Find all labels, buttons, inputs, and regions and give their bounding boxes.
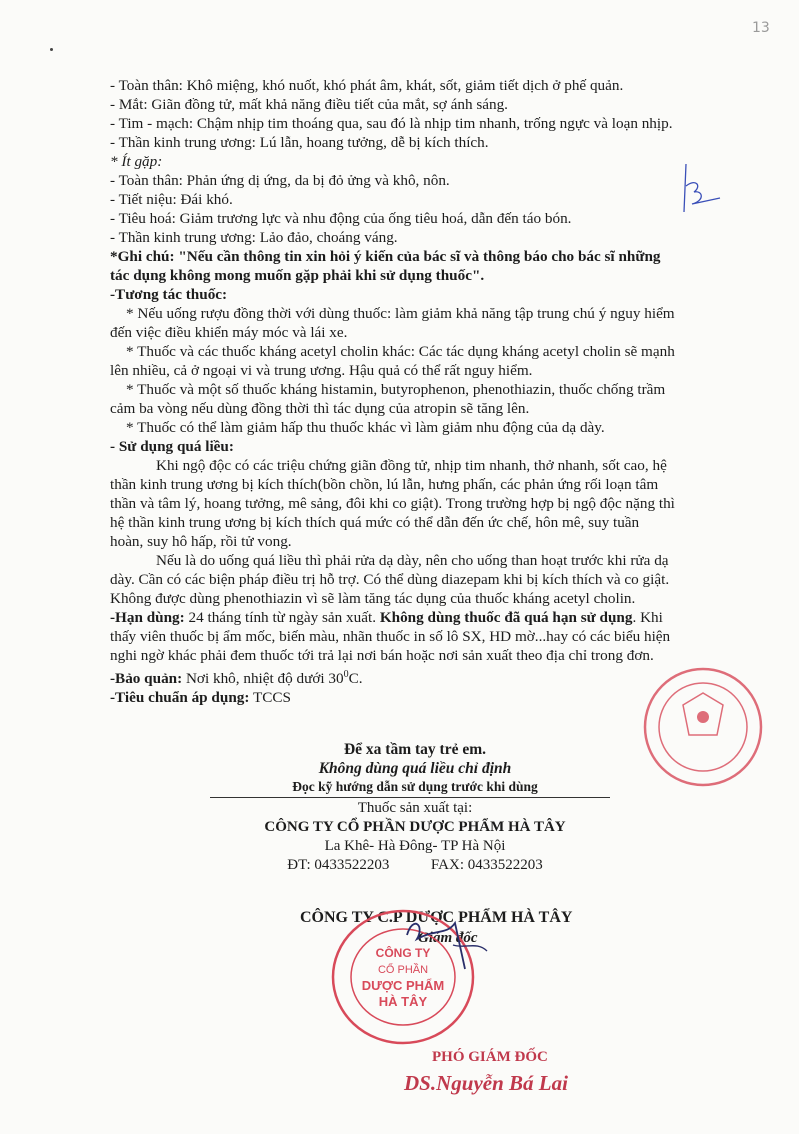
text-line: thần kinh trung ương bị kích thích(bồn chồn, lú lẫn, hưng phấn, các phản ứng rối loạn tâm bbox=[110, 476, 659, 493]
text-line: Khi ngộ độc có các triệu chứng giãn đồng tử, nhịp tim nhanh, thở nhanh, sốt cao, hệ bbox=[156, 457, 667, 474]
text-line: * Thuốc và một số thuốc kháng histamin, butyrophenon, phenothiazin, thuốc chống trầm bbox=[126, 381, 666, 398]
text-line: * Nếu uống rượu đồng thời với dùng thuốc: làm giảm khả năng tập trung chú ý nguy hiểm bbox=[126, 305, 675, 322]
warnings-block bbox=[200, 740, 630, 796]
warning-dosage: Không dùng quá liều chỉ định bbox=[318, 760, 512, 777]
text-line: dày. Cần có các biện pháp điều trị hỗ trợ. Có thể dùng diazepam khi bị kích thích và co giật. bbox=[110, 571, 670, 588]
quality-control-stamp bbox=[625, 665, 765, 795]
signer-title-prefix: DS. bbox=[404, 1071, 437, 1095]
storage-label: -Bảo quản: bbox=[110, 670, 183, 688]
manufacturer-phone: ĐT: 0433522203 bbox=[287, 857, 390, 873]
manufacturer-intro: Thuốc sản xuất tại: bbox=[357, 800, 473, 816]
scan-speck bbox=[50, 48, 53, 51]
warning-children: Để xa tầm tay trẻ em. bbox=[343, 741, 487, 758]
text-line: - Toàn thân: Phản ứng dị ứng, da bị đỏ ửng và khô, nôn. bbox=[110, 172, 450, 189]
text-line: Nếu là do uống quá liều thì phải rửa dạ dày, nên cho uống than hoạt trước khi rửa dạ bbox=[156, 552, 669, 569]
standard-text: TCCS bbox=[249, 689, 291, 707]
divider bbox=[210, 797, 610, 798]
text-line: - Mắt: Giãn đồng tử, mất khả năng điều tiết của mắt, sợ ánh sáng. bbox=[110, 96, 508, 113]
shelf-life-label: -Hạn dùng: bbox=[110, 609, 185, 626]
text-line: - Thần kinh trung ương: Lảo đảo, choáng váng. bbox=[110, 229, 398, 246]
page-number: 13 bbox=[752, 20, 770, 36]
storage-degree: 0 bbox=[343, 669, 349, 680]
seal-line-3: DƯỢC PHẨM bbox=[361, 978, 445, 993]
shelf-life-text-end: . Khi bbox=[632, 609, 663, 626]
shelf-life-line-2: thấy viên thuốc bị ẩm mốc, biến màu, nhãn thuốc in số lô SX, HD mờ...hay có các biểu hiện bbox=[110, 628, 671, 645]
signature-company: CÔNG TY C.P DƯỢC PHẨM HÀ TÂY bbox=[300, 909, 573, 926]
text-line: tác dụng không mong muốn gặp phải khi sử dụng thuốc". bbox=[110, 267, 485, 284]
text-line: - Tim - mạch: Chậm nhịp tim thoáng qua, sau đó là nhịp tim nhanh, trống ngực và loạn nhịp. bbox=[110, 115, 673, 132]
shelf-life-line bbox=[110, 608, 770, 627]
shelf-life-warning: Không dùng thuốc đã quá hạn sử dụng bbox=[379, 609, 633, 626]
seal-line-4: HÀ TÂY bbox=[378, 994, 428, 1009]
manufacturer-fax: FAX: 0433522203 bbox=[430, 857, 543, 873]
manufacturer-name: CÔNG TY CỔ PHẦN DƯỢC PHẨM HÀ TÂY bbox=[264, 819, 566, 835]
text-line: * Thuốc và các thuốc kháng acetyl cholin khác: Các tác dụng kháng acetyl cholin sẽ mạnh bbox=[126, 343, 675, 360]
leaflet-body bbox=[110, 76, 770, 707]
storage-unit: C. bbox=[348, 670, 363, 688]
shelf-life-line-3: nghi ngờ khác phải đem thuốc tới trả lại nơi bán hoặc nơi sản xuất theo địa chỉ trong đơn. bbox=[110, 647, 654, 664]
standard-label: -Tiêu chuẩn áp dụng: bbox=[110, 689, 250, 707]
text-line: Không được dùng phenothiazin vì sẽ làm tăng tác dụng của thuốc kháng acetyl cholin. bbox=[110, 590, 636, 607]
signer-name bbox=[404, 1071, 568, 1096]
signer-full-name: Nguyễn Bá Lai bbox=[436, 1071, 568, 1095]
text-line: - Tiêu hoá: Giảm trương lực và nhu động của ống tiêu hoá, dẫn đến táo bón. bbox=[110, 210, 572, 227]
text-line: *Ghi chú: "Nếu cần thông tin xin hỏi ý kiến của bác sĩ và thông báo cho bác sĩ những bbox=[110, 248, 661, 265]
storage-text: Nơi khô, nhiệt độ dưới 30 bbox=[182, 670, 344, 688]
shelf-life-text: 24 tháng tính từ ngày sản xuất. bbox=[184, 609, 380, 626]
text-line: * Thuốc có thể làm giảm hấp thu thuốc khác vì làm giảm nhu động của dạ dày. bbox=[126, 419, 605, 436]
text-line: * Ít gặp: bbox=[110, 153, 163, 170]
warning-read-instructions: Đọc kỹ hướng dẫn sử dụng trước khi dùng bbox=[292, 779, 538, 794]
manufacturer-contact bbox=[200, 856, 630, 875]
seal-line-2: CỔ PHẦN bbox=[377, 964, 429, 976]
text-line: hệ thần kinh trung ương bị kích thích quá mức có thể dẫn đến ức chế, hôn mê, suy tuần bbox=[110, 514, 640, 531]
manufacturer-block bbox=[200, 799, 630, 875]
seal-line-1: CÔNG TY bbox=[375, 946, 431, 960]
text-line: đến việc điều khiển máy móc và lái xe. bbox=[110, 324, 348, 341]
text-line: - Toàn thân: Khô miệng, khó nuốt, khó phát âm, khát, sốt, giảm tiết dịch ở phế quản. bbox=[110, 77, 624, 94]
deputy-director-title: PHÓ GIÁM ĐỐC bbox=[432, 1049, 548, 1065]
text-line: - Tiết niệu: Đái khó. bbox=[110, 191, 233, 208]
text-line: - Sử dụng quá liều: bbox=[110, 438, 234, 455]
text-line: hoàn, suy hô hấp, rồi tử vong. bbox=[110, 533, 292, 550]
text-line: -Tương tác thuốc: bbox=[110, 286, 228, 303]
text-line: - Thần kinh trung ương: Lú lẫn, hoang tưởng, dễ bị kích thích. bbox=[110, 134, 489, 151]
text-line: thần và tâm lý, hoang tưởng, mê sảng, đôi khi co giật). Trong trường hợp bị ngộ độc nặng thì bbox=[110, 495, 675, 512]
text-line: lên nhiều, cả ở ngoại vi và trung ương. Hậu quả có thể rất nguy hiểm. bbox=[110, 362, 533, 379]
signature-role: Giám đốc bbox=[418, 930, 478, 946]
handwritten-signature bbox=[395, 905, 505, 975]
manufacturer-address: La Khê- Hà Đông- TP Hà Nội bbox=[324, 838, 506, 854]
text-line: cảm ba vòng nếu dùng đồng thời thì tác dụng của atropin sẽ tăng lên. bbox=[110, 400, 530, 417]
